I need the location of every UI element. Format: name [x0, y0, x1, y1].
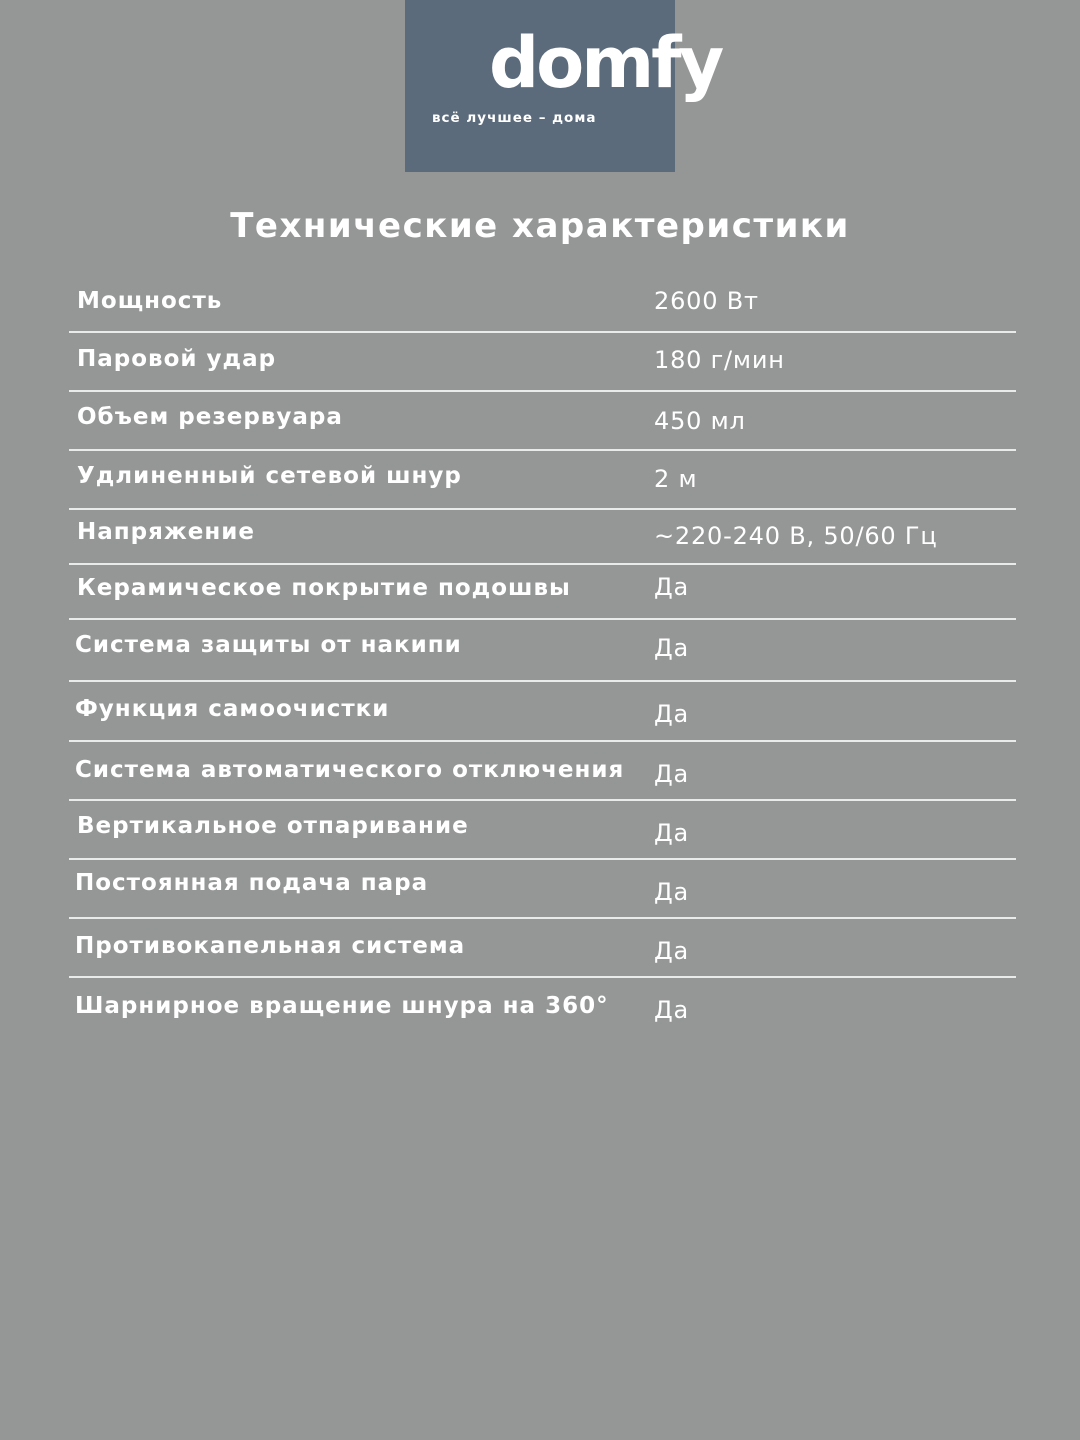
spec-label: Паровой удар [77, 346, 277, 372]
spec-value: 450 мл [654, 407, 746, 435]
spec-label: Удлиненный сетевой шнур [77, 463, 462, 489]
spec-label: Объем резервуара [77, 404, 343, 430]
spec-value: Да [654, 937, 690, 965]
spec-row [69, 565, 1016, 620]
spec-row [69, 742, 1016, 801]
spec-label: Функция самоочистки [75, 696, 390, 722]
spec-value: Да [654, 700, 690, 728]
logo-tagline: всё лучшее – дома [432, 110, 597, 126]
brand-logo [405, 0, 722, 172]
page-title: Технические характеристики [230, 206, 850, 246]
spec-label: Напряжение [77, 519, 255, 545]
spec-row [69, 978, 1016, 1037]
spec-label: Шарнирное вращение шнура на 360° [75, 993, 609, 1019]
spec-row [69, 801, 1016, 860]
spec-label: Постоянная подача пара [75, 870, 429, 896]
spec-label: Мощность [77, 288, 223, 314]
spec-value: 2600 Вт [654, 287, 759, 315]
spec-value: Да [654, 996, 690, 1024]
logo-wordmark: domfy [489, 22, 722, 104]
spec-row [69, 682, 1016, 742]
spec-row [69, 510, 1016, 565]
spec-value: Да [654, 819, 690, 847]
spec-value: Да [654, 634, 690, 662]
spec-row [69, 919, 1016, 978]
spec-value: 2 м [654, 465, 698, 493]
spec-value: Да [654, 760, 690, 788]
spec-value: ~220-240 В, 50/60 Гц [654, 522, 938, 550]
spec-row [69, 451, 1016, 510]
spec-label: Система защиты от накипи [75, 632, 462, 658]
spec-value: Да [654, 573, 690, 601]
spec-row [69, 392, 1016, 451]
spec-label: Вертикальное отпаривание [77, 813, 469, 839]
spec-value: 180 г/мин [654, 346, 785, 374]
spec-label: Керамическое покрытие подошвы [77, 575, 571, 601]
spec-row [69, 860, 1016, 919]
spec-row [69, 274, 1016, 333]
spec-row [69, 333, 1016, 392]
specs-table [69, 274, 1016, 1037]
spec-label: Система автоматического отключения [75, 757, 625, 783]
spec-label: Противокапельная система [75, 933, 466, 959]
spec-value: Да [654, 878, 690, 906]
spec-row [69, 620, 1016, 682]
